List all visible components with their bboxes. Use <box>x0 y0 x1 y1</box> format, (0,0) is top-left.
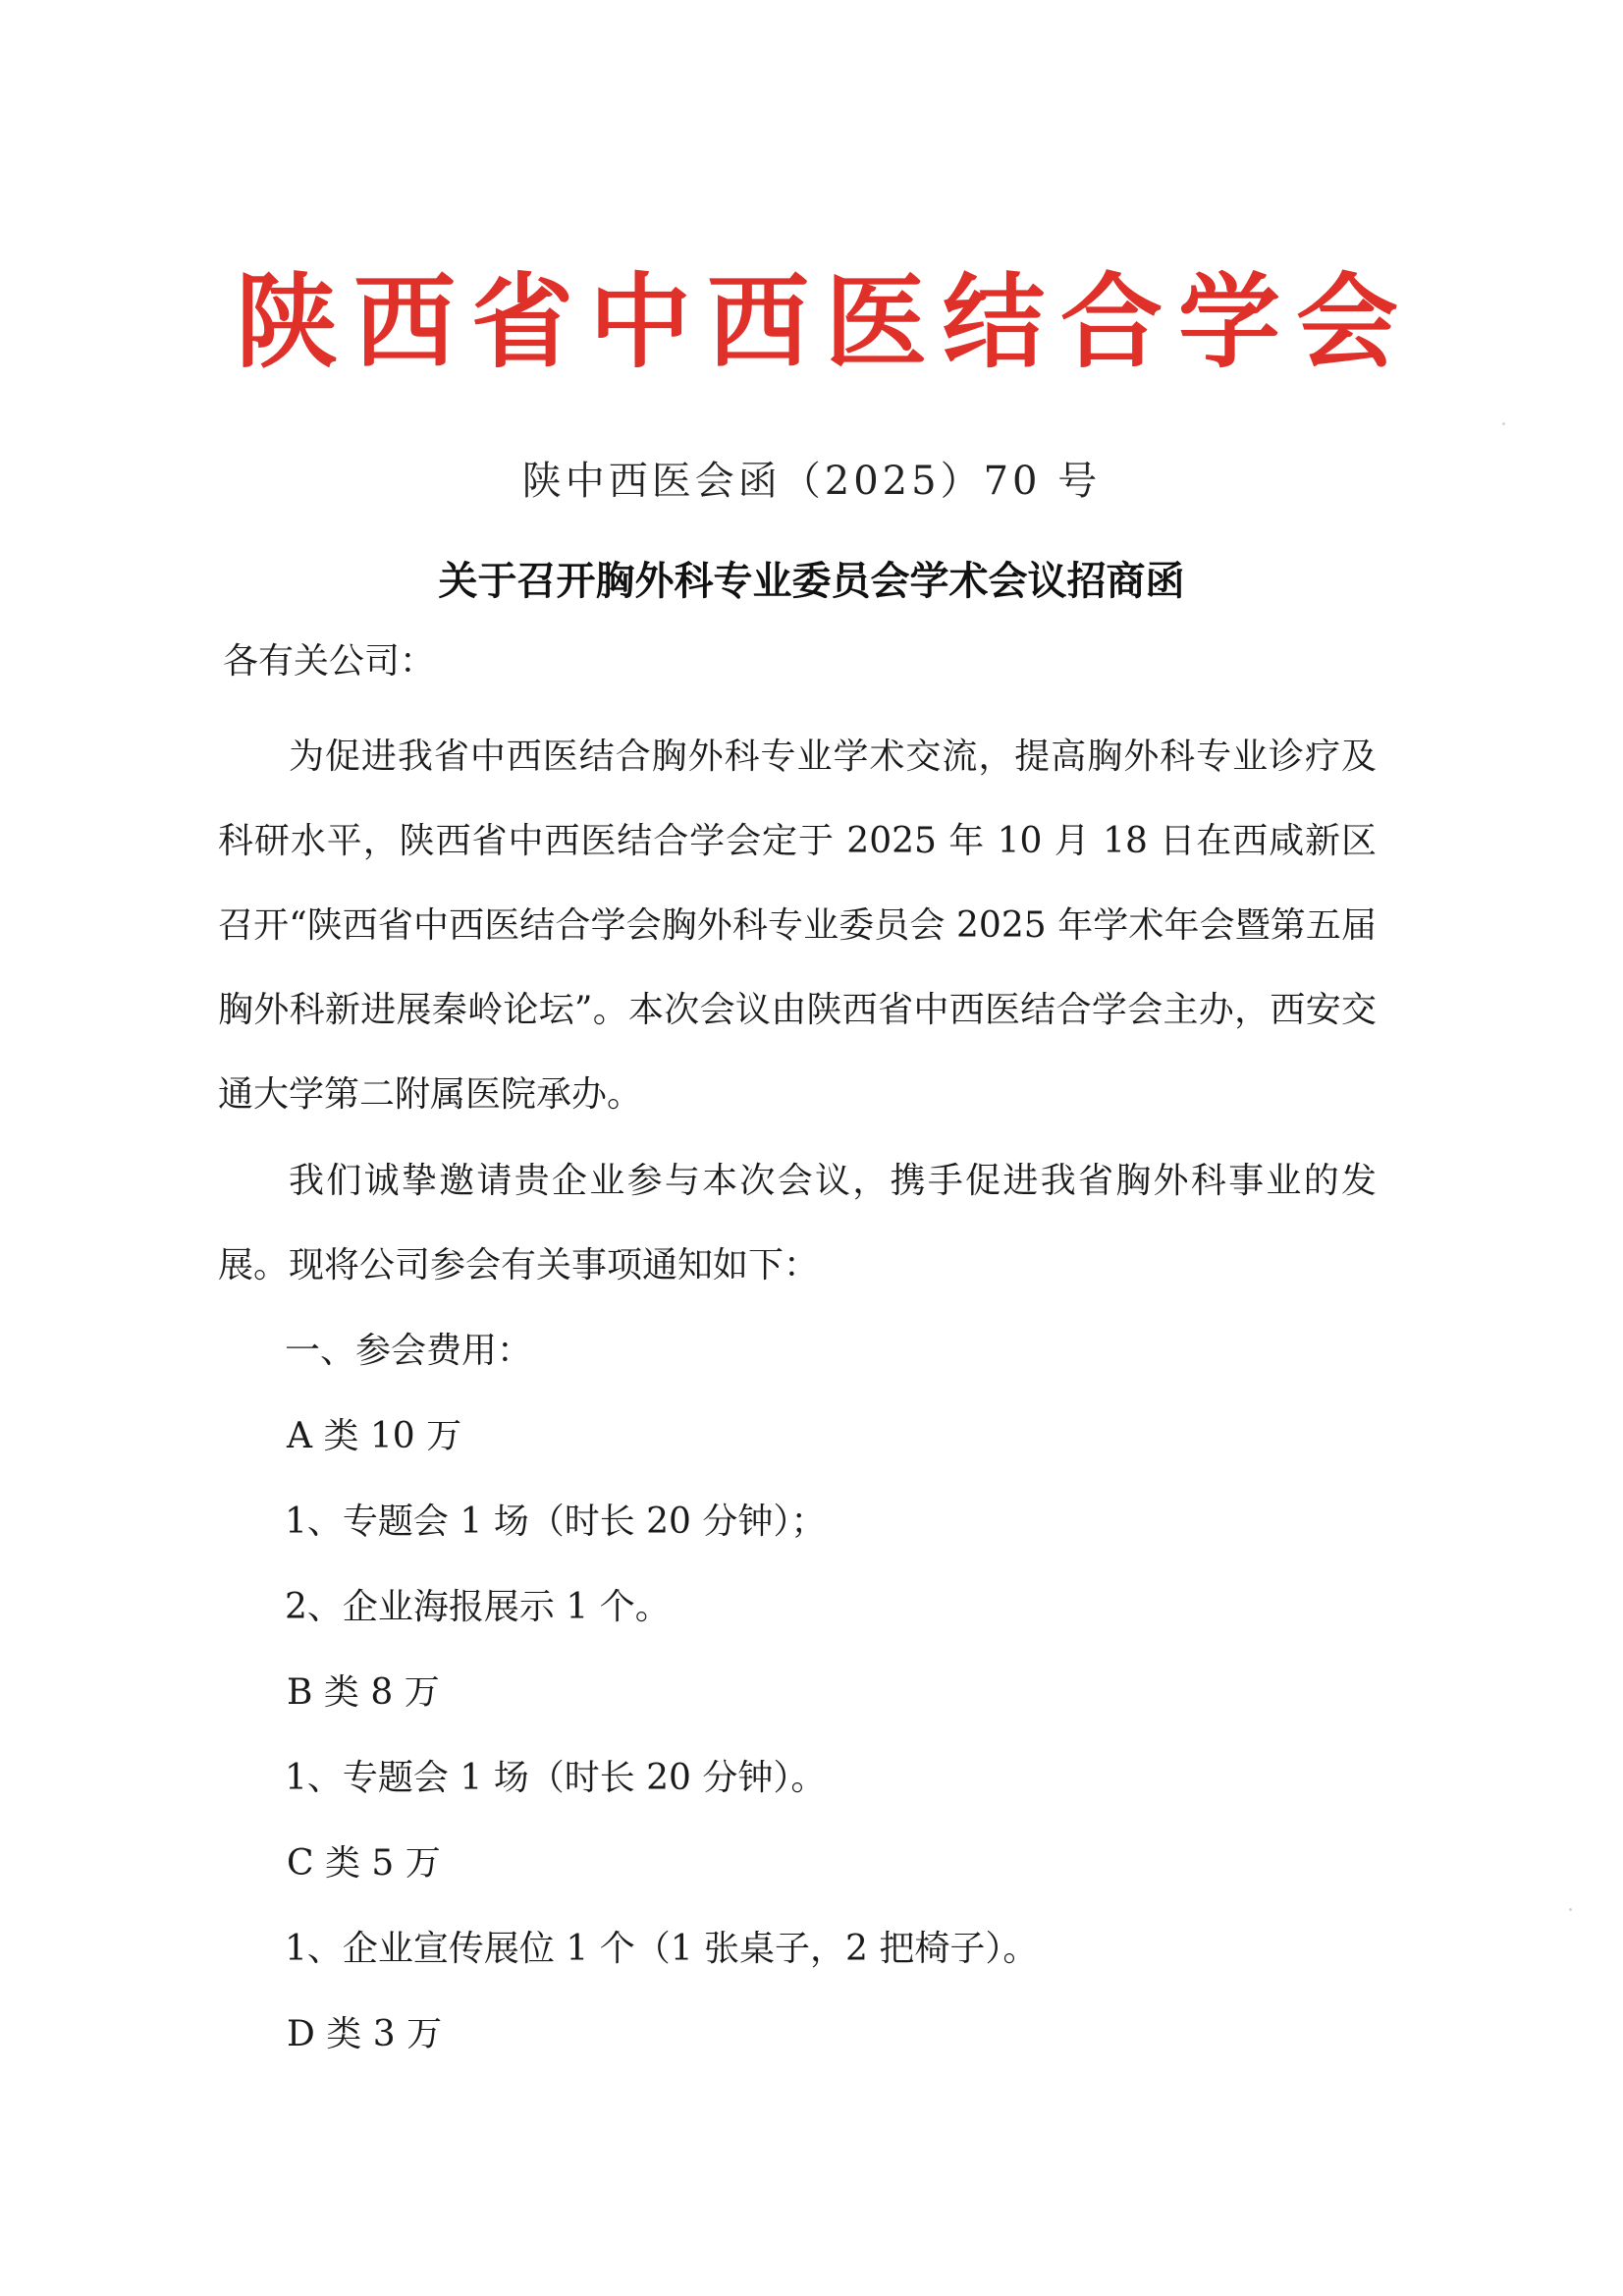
salutation: 各有关公司： <box>223 641 436 682</box>
fee-class-d-label: D 类 3 万 <box>287 2014 443 2054</box>
section-heading-fees: 一、参会费用： <box>285 1331 533 1371</box>
fee-class-c-label: C 类 5 万 <box>287 1843 441 1884</box>
document-number: 陕中西医会函（2025）70 号 <box>521 459 1102 504</box>
letterhead-title: 陕西省中西医结合学会 <box>236 261 1415 382</box>
scan-speck <box>1502 422 1505 425</box>
document-title: 关于召开胸外科专业委员会学术会议招商函 <box>438 559 1185 604</box>
body-paragraph-invitation: 我们诚挚邀请贵企业参与本次会议，携手促进我省胸外科事业的发展。现将公司参会有关事项通知如下： <box>218 1161 1377 1285</box>
scan-speck <box>1569 1908 1572 1911</box>
fee-class-a-label: A 类 10 万 <box>287 1416 462 1456</box>
body-paragraph-intro: 为促进我省中西医结合胸外科专业学术交流，提高胸外科专业诊疗及科研水平，陕西省中西医结合学会定于 2025 年 10 月 18 日在西咸新区召开“陕西省中西医结合学会胸外科专业委员会 2025 年学术年会暨第五届胸外科新进展秦岭论坛”。本次会议由陕西省中西医结合学会主办，西安交通大学第二附属医院承办。 <box>218 737 1377 1115</box>
fee-class-a-item-1: 1、专题会 1 场（时长 20 分钟）； <box>285 1502 827 1542</box>
fee-class-b-item-1: 1、专题会 1 场（时长 20 分钟）。 <box>285 1758 827 1798</box>
fee-class-b-label: B 类 8 万 <box>287 1672 440 1713</box>
fee-class-a-item-2: 2、企业海报展示 1 个。 <box>285 1587 671 1627</box>
fee-class-c-item-1: 1、企业宣传展位 1 个（1 张桌子，2 把椅子）。 <box>285 1929 1039 1969</box>
